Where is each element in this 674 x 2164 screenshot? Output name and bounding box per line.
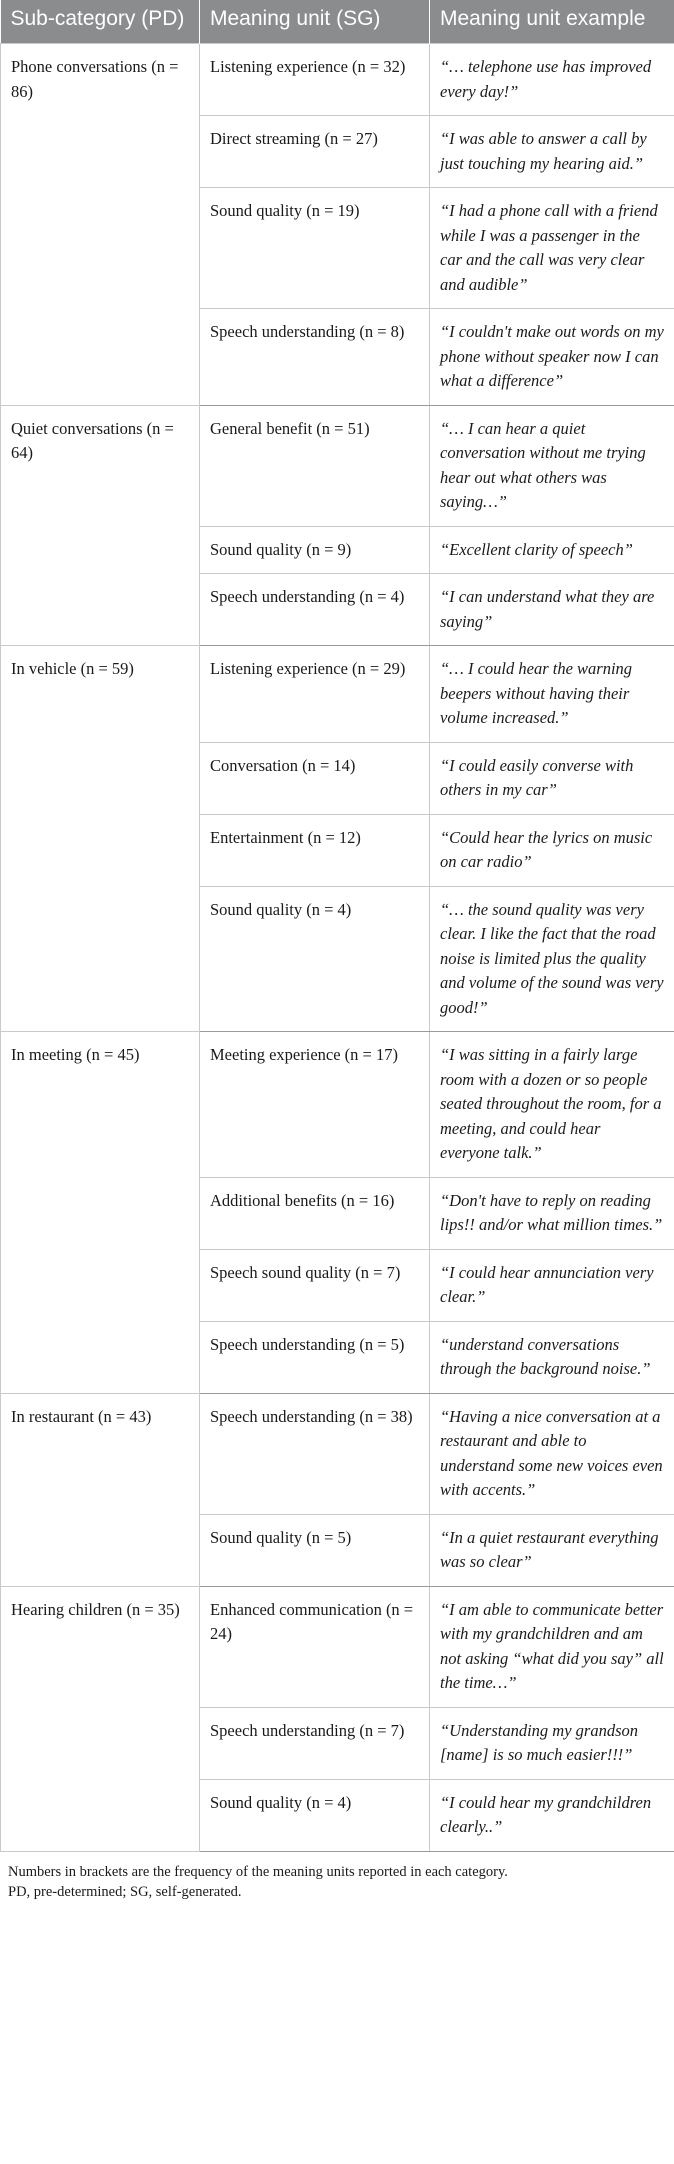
example-quote-text: “Don't have to reply on reading lips!! and/or what million times.” <box>440 1190 663 1234</box>
example-quote-cell <box>430 1249 674 1321</box>
example-quote-cell <box>430 814 674 886</box>
example-quote-text: “… I could hear the warning beepers without having their volume increased.” <box>440 659 633 727</box>
example-quote-cell <box>430 44 674 116</box>
example-quote-cell <box>430 1586 674 1707</box>
example-quote-text: “I could hear annunciation very clear.” <box>440 1262 654 1306</box>
meaning-unit-cell: Speech understanding (n = 7) <box>200 1707 430 1779</box>
table-row <box>1 405 674 526</box>
example-quote-cell <box>430 188 674 309</box>
example-quote-cell <box>430 1707 674 1779</box>
table-row <box>1 1586 674 1707</box>
meaning-unit-cell: Enhanced communication (n = 24) <box>200 1586 430 1707</box>
example-quote-text: “In a quiet restaurant everything was so clear” <box>440 1527 659 1571</box>
example-quote-cell <box>430 1321 674 1393</box>
example-quote-text: “I could hear my grandchildren clearly..” <box>440 1792 652 1836</box>
table-footnotes <box>0 1852 674 1902</box>
meaning-unit-cell: Listening experience (n = 29) <box>200 646 430 743</box>
table-row <box>1 44 674 116</box>
example-quote-cell <box>430 1514 674 1586</box>
example-quote-text: “I was sitting in a fairly large room with a dozen or so people seated throughout the room, for a meeting, and could hear everyone talk.” <box>440 1045 662 1162</box>
example-quote-cell <box>430 1177 674 1249</box>
example-quote-cell <box>430 574 674 646</box>
example-quote-text: “Understanding my grandson [name] is so much easier!!!” <box>440 1720 639 1764</box>
example-quote-cell <box>430 526 674 574</box>
meaning-unit-cell: Speech understanding (n = 4) <box>200 574 430 646</box>
example-quote-text: “Excellent clarity of speech” <box>440 539 633 559</box>
meaning-unit-cell: Meeting experience (n = 17) <box>200 1032 430 1178</box>
header-row <box>1 0 674 44</box>
footnote-abbreviations: PD, pre-determined; SG, self-generated. <box>8 1883 242 1900</box>
example-quote-text: “understand conversations through the background noise.” <box>440 1334 651 1378</box>
header-meaning-unit: Meaning unit (SG) <box>200 0 430 44</box>
subcategory-cell: In vehicle (n = 59) <box>1 646 200 1032</box>
table-header <box>1 0 674 44</box>
meaning-unit-cell: Speech sound quality (n = 7) <box>200 1249 430 1321</box>
example-quote-cell <box>430 646 674 743</box>
example-quote-cell <box>430 309 674 406</box>
example-quote-cell <box>430 1393 674 1514</box>
meaning-unit-cell: Direct streaming (n = 27) <box>200 116 430 188</box>
example-quote-text: “I could easily converse with others in my car” <box>440 755 634 799</box>
meaning-unit-cell: Speech understanding (n = 8) <box>200 309 430 406</box>
meaning-unit-cell: Listening experience (n = 32) <box>200 44 430 116</box>
example-quote-text: “Having a nice conversation at a restaurant and able to understand some new voices even with accents.” <box>440 1406 663 1499</box>
example-quote-text: “I was able to answer a call by just touching my hearing aid.” <box>440 129 647 173</box>
example-quote-cell <box>430 116 674 188</box>
subcategory-cell: Quiet conversations (n = 64) <box>1 405 200 646</box>
table-body <box>1 44 674 1852</box>
meaning-unit-cell: Sound quality (n = 4) <box>200 1779 430 1851</box>
meaning-unit-cell: Conversation (n = 14) <box>200 742 430 814</box>
meaning-unit-cell: Speech understanding (n = 5) <box>200 1321 430 1393</box>
meaning-unit-cell: Sound quality (n = 9) <box>200 526 430 574</box>
example-quote-text: “I am able to communicate better with my grandchildren and am not asking “what did you say” all the time…” <box>440 1599 664 1692</box>
example-quote-text: “I had a phone call with a friend while I was a passenger in the car and the call was very clear and audible” <box>440 201 658 294</box>
example-quote-cell <box>430 886 674 1032</box>
subcategory-cell: Hearing children (n = 35) <box>1 1586 200 1851</box>
example-quote-cell <box>430 1779 674 1851</box>
meaning-unit-cell: Sound quality (n = 5) <box>200 1514 430 1586</box>
header-subcategory: Sub-category (PD) <box>1 0 200 44</box>
subcategory-cell: Phone conversations (n = 86) <box>1 44 200 406</box>
example-quote-text: “I couldn't make out words on my phone without speaker now I can what a difference” <box>440 322 664 390</box>
example-quote-text: “… telephone use has improved every day!” <box>440 57 652 101</box>
meaning-unit-cell: General benefit (n = 51) <box>200 405 430 526</box>
example-quote-text: “… the sound quality was very clear. I like the fact that the road noise is limited plus the quality and volume of the sound was very good!” <box>440 899 664 1017</box>
header-example: Meaning unit example <box>430 0 674 44</box>
subcategory-cell: In restaurant (n = 43) <box>1 1393 200 1586</box>
example-quote-text: “… I can hear a quiet conversation without me trying hear out what others was saying…” <box>440 418 646 511</box>
example-quote-cell <box>430 742 674 814</box>
meaning-unit-cell: Sound quality (n = 19) <box>200 188 430 309</box>
example-quote-cell <box>430 405 674 526</box>
table-row <box>1 1393 674 1514</box>
table-row <box>1 646 674 743</box>
meaning-unit-cell: Entertainment (n = 12) <box>200 814 430 886</box>
subcategory-cell: In meeting (n = 45) <box>1 1032 200 1394</box>
example-quote-text: “I can understand what they are saying” <box>440 587 655 631</box>
example-quote-cell <box>430 1032 674 1178</box>
meaning-unit-cell: Additional benefits (n = 16) <box>200 1177 430 1249</box>
example-quote-text: “Could hear the lyrics on music on car radio” <box>440 827 653 871</box>
footnote-frequency: Numbers in brackets are the frequency of the meaning units reported in each category. <box>8 1863 508 1880</box>
meaning-unit-cell: Sound quality (n = 4) <box>200 886 430 1032</box>
meaning-unit-cell: Speech understanding (n = 38) <box>200 1393 430 1514</box>
table-row <box>1 1032 674 1178</box>
